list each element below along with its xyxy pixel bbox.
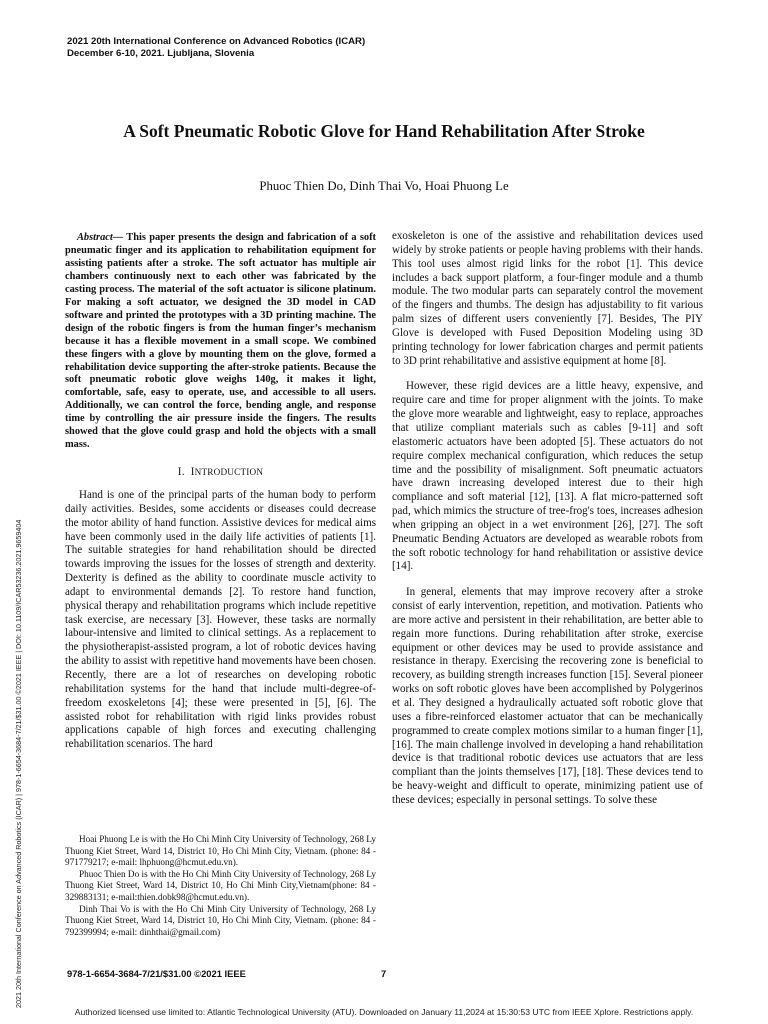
license-notice: Authorized licensed use limited to: Atlantic Technological University (ATU). Downloaded on January 11,2024 at 15:30:53 UTC from IEEE Xplore. Restrictions apply. — [74, 1007, 694, 1017]
isbn-footer: 978-1-6654-3684-7/21/$31.00 ©2021 IEEE — [67, 968, 246, 979]
section-title-rest: NTRODUCTION — [194, 467, 264, 478]
doi-sidebar — [0, 0, 30, 1024]
footnote: Phuoc Thien Do is with the Ho Chi Minh City University of Technology, 268 Ly Thuong Kiet Street, Ward 14, District 10, Ho Chi Minh City,Vietnam(phone: 84 - 329883131; e-mail:thien.dobk98@hcmut.edu.vn). — [65, 868, 376, 902]
abstract-lead: Abstract— — [77, 232, 124, 243]
right-column — [392, 230, 703, 808]
page-number: 7 — [381, 968, 387, 979]
conference-name: 2021 20th International Conference on Advanced Robotics (ICAR) — [67, 36, 366, 47]
body-paragraph: exoskeleton is one of the assistive and rehabilitation devices used widely by stroke patients or people having problems with their hands. This tool uses almost rigid links for the robot [1]. This device includes a back support platform, a four-finger module and a thumb module. The two modular parts can separately control the movement of the fingers and thumbs. The design has adjustability to fit various palm sizes of different users conveniently [7]. Besides, The PIY Glove is developed with Fused Deposition Modeling using 3D printing technology for lower fabrication charges and permit patients to 3D print rehabilitative and assistive equipment at home [8]. — [392, 230, 703, 367]
abstract-text: This paper presents the design and fabrication of a soft pneumatic finger and its application to rehabilitation equipment for assisting patients after a stroke. The soft actuator has multiple air chambers continuously next to each other was fabricated by the casting process. The material of the soft actuator is silicone platinum. For making a soft actuator, we designed the 3D model in CAD software and printed the prototypes with a 3D printing machine. The design of the robotic fingers is from the human finger’s mechanism because it has a flexible movement in a small scope. We combined these fingers with a glove by mounting them on the glove, formed a rehabilitation device supporting the after-stroke patients. Because the soft pneumatic robotic glove weighs 140g, it makes it light, comfortable, safe, easy to operate, use, and accessible to all users. Additionally, we can control the force, bending angle, and response time by controlling the air pressure inside the fingers. The results showed that the glove could grasp and hold the objects with a small mass. — [65, 232, 376, 451]
intro-paragraph: Hand is one of the principal parts of the human body to perform daily activities. Besides, some accidents or diseases could decrease the motor ability of hand function. Assistive devices for medical aims have been commonly used in the daily life activities of patients [1]. The suitable strategies for hand rehabilitation should be directed towards improving the issues for the losses of strength and dexterity. Dexterity is defined as the ability to coordinate muscle activity to adapt to environmental demands [2]. To restore hand function, physical therapy and rehabilitation programs which include repetitive task exercise, are necessary [3]. However, these tasks are normally labour-intensive and limited to clinical settings. As a replacement to the physiotherapist-assisted program, a lot of robotic devices having the ability to assist with repetitive hand movements have been chosen. Recently, there are a lot of researches on developing robotic rehabilitation systems for the hand that include multi-degree-of-freedom exoskeletons [4]; these were presented in [5], [6]. The assisted robot for rehabilitation with rigid links provides robust applications capable of high forces and executing challenging rehabilitation scenarios. The hard — [65, 489, 376, 751]
section-number: I. — [177, 466, 185, 479]
abstract — [65, 232, 376, 452]
sidebar-text: 2021 20th International Conference on Advanced Robotics (ICAR) | 978-1-6654-3684-7/21/$31.00 ©2021 IEEE | DOI: 10.1109/ICAR53236.2021.9659404 — [14, 519, 23, 1008]
footnote: Hoai Phuong Le is with the Ho Chi Minh City University of Technology, 268 Ly Thuong Kiet Street, Ward 14, District 10, Ho Chi Minh City, Vietnam. (phone: 84 - 971779217; e-mail: lhphuong@hcmut.edu.vn). — [65, 834, 376, 868]
section-heading — [65, 466, 376, 480]
conference-header — [67, 36, 365, 59]
body-paragraph: However, these rigid devices are a little heavy, expensive, and require care and time for proper alignment with the joints. To make the glove more wearable and lightweight, easy to replace, approaches that utilize compliant materials such as cables [9-11] and soft elastomeric actuators have been adopted [5]. These actuators do not require complex mechanical configuration, which reduces the setup time and the possibility of misalignment. Soft pneumatic actuators have drawn increasing developed interest due to their high compliance and soft material [12], [13]. A flat micro-patterned soft pad, which mimics the structure of tree-frog's toes, increases adhesion when gripping an object in a wet environment [26], [27]. The soft Pneumatic Bending Actuators are developed as wearable robots from the soft robotic technology for hand rehabilitation or assistive device [14]. — [392, 380, 703, 573]
paper-authors: Phuoc Thien Do, Dinh Thai Vo, Hoai Phuong Le — [259, 179, 509, 193]
body-paragraph: In general, elements that may improve recovery after a stroke consist of early intervention, repetition, and motivation. Patients who are more active and persistent in their rehabilitation, are better able to regain more functions. During rehabilitation after stroke, exercise equipment or other devices may be used to provide assistance and resistance in therapy. Exercising the recovering zone is beneficial to recovery, as building strength increases function [15]. Several pioneer works on soft robotic gloves have been accomplished by Polygerinos et al. They designed a hydraulically actuated soft robotic glove that uses a fibre-reinforced elastomer actuator that can be mechanically programmed to create complex motions similar to a human finger [1], [16]. The main challenge involved in developing a hand rehabilitation device is that traditional robotic devices use actuators that are less compliant than the joints themselves [17], [18]. These devices tend to be heavy-weight and difficult to operate, minimizing patient use of these devices; especially in personal settings. To solve these — [392, 586, 703, 806]
conference-date: December 6-10, 2021. Ljubljana, Slovenia — [67, 47, 255, 59]
left-column — [65, 232, 376, 752]
footnote: Dinh Thai Vo is with the Ho Chi Minh City University of Technology, 268 Ly Thuong Kiet Street, Ward 14, District 10, Ho Chi Minh City, Vietnam. (phone: 84 - 792399994; e-mail: dinhthai@gmail.com) — [65, 903, 376, 937]
paper-title: A Soft Pneumatic Robotic Glove for Hand Rehabilitation After Stroke — [123, 121, 645, 141]
section-title-initial: I — [190, 466, 195, 479]
author-footnotes — [65, 834, 376, 938]
